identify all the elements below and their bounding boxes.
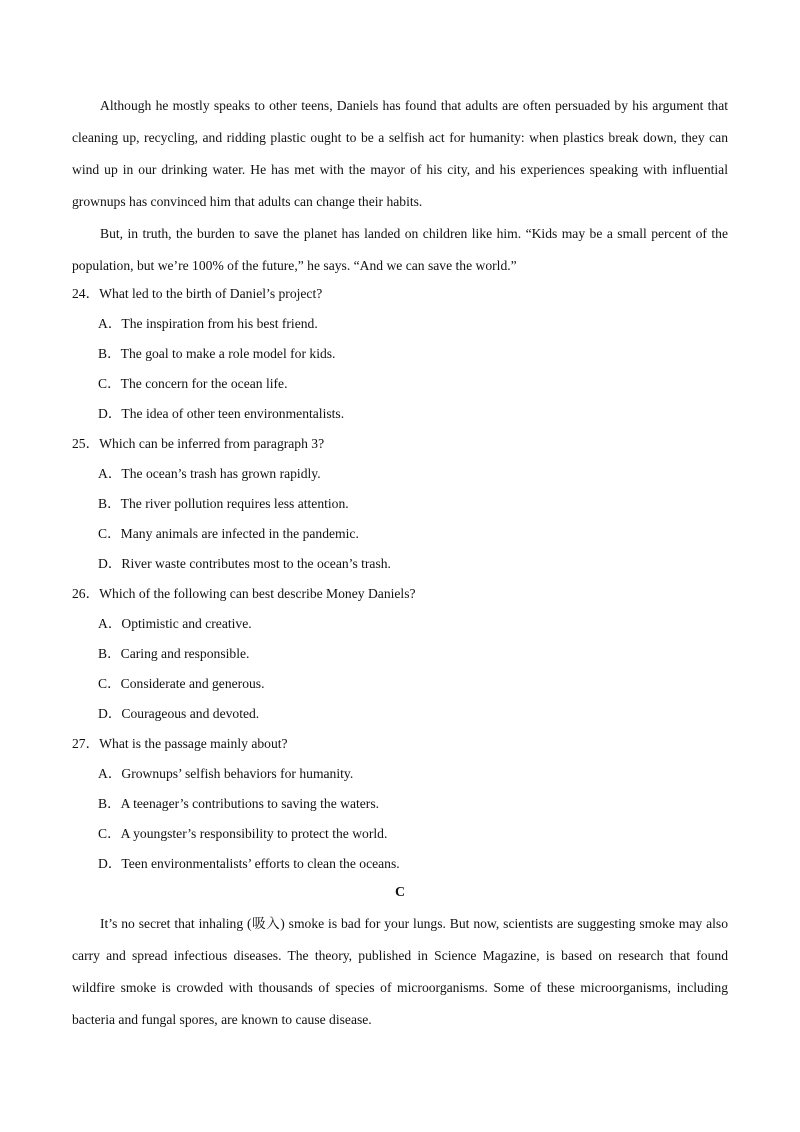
question-24: 24．What led to the birth of Daniel’s project? (72, 286, 323, 301)
question-25-option-b: B．The river pollution requires less attention. (98, 496, 349, 511)
question-26: 26．Which of the following can best describe Money Daniels? (72, 586, 416, 601)
question-27-option-a: A．Grownups’ selfish behaviors for humanity. (98, 766, 354, 781)
section-heading-c: C (394, 885, 406, 900)
paragraph-daniels-adults: Although he mostly speaks to other teens, Daniels has found that adults are often persuaded by his argument that cleaning up, recycling, and ridding plastic ought to be a selfish act for humanity: when plastics break down, they can wind up in our drinking water. He has met with the mayor of his city, and his experiences speaking with influential grownups has convinced him that adults can change their habits. (72, 98, 728, 209)
question-26-option-a: A．Optimistic and creative. (98, 616, 252, 631)
question-24-option-d: D．The idea of other teen environmentalists. (98, 406, 345, 421)
question-24-option-c: C．The concern for the ocean life. (98, 376, 288, 391)
question-26-option-d: D．Courageous and devoted. (98, 706, 260, 721)
paragraph-burden: But, in truth, the burden to save the planet has landed on children like him. “Kids may be a small percent of the population, but we’re 100% of the future,” he says. “And we can save the world.” (72, 226, 728, 273)
question-25-option-a: A．The ocean’s trash has grown rapidly. (98, 466, 321, 481)
question-27-option-c: C．A youngster’s responsibility to protect the world. (98, 826, 388, 841)
question-27-option-b: B．A teenager’s contributions to saving the waters. (98, 796, 380, 811)
question-26-option-b: B．Caring and responsible. (98, 646, 250, 661)
paragraph-passage-c: It’s no secret that inhaling (吸入) smoke is bad for your lungs. But now, scientists are suggesting smoke may also carry and spread infectious diseases. The theory, published in Science Magazine, is based on research that found wildfire smoke is crowded with thousands of species of microorganisms. Some of these microorganisms, including bacteria and fungal spores, are known to cause disease. (72, 916, 728, 1027)
question-24-option-b: B．The goal to make a role model for kids. (98, 346, 336, 361)
question-27: 27．What is the passage mainly about? (72, 736, 288, 751)
question-27-option-d: D．Teen environmentalists’ efforts to clean the oceans. (98, 856, 400, 871)
question-26-option-c: C．Considerate and generous. (98, 676, 265, 691)
question-25-option-d: D．River waste contributes most to the ocean’s trash. (98, 556, 391, 571)
question-25: 25．Which can be inferred from paragraph 3? (72, 436, 325, 451)
question-24-option-a: A．The inspiration from his best friend. (98, 316, 318, 331)
question-25-option-c: C．Many animals are infected in the pandemic. (98, 526, 359, 541)
